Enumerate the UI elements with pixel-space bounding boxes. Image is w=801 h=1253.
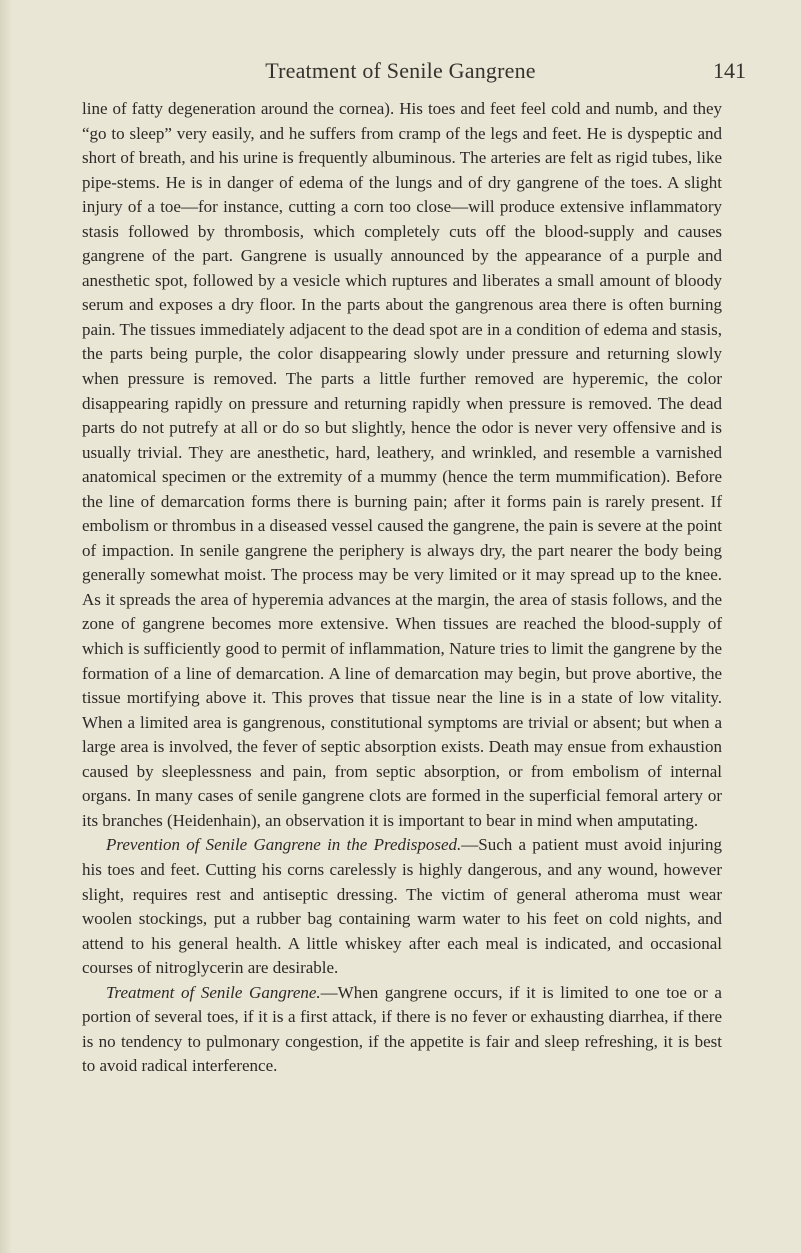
treatment-heading: Treatment of Senile Gangrene. [106,982,321,1002]
page-number: 141 [713,58,746,83]
page-edge-shadow [0,0,12,1253]
prevention-heading: Prevention of Senile Gangrene in the Predisposed. [106,835,462,855]
prevention-text: —Such a patient must avoid injuring his toes and feet. Cutting his corns carelessly is highly dangerous, and any wound, however slight, requires rest and antiseptic dressing. The victim of general atheroma must wear woolen stockings, put a rubber bag containing warm water to his feet on cold nights, and attend to his general health. A little whiskey after each meal is indicated, and occasional courses of nitroglycerin are desirable. [82,835,722,978]
body-text [82,97,722,1079]
paragraph-treatment [82,981,722,1079]
page-header [0,58,801,88]
running-title: Treatment of Senile Gangrene [265,58,536,83]
paragraph-symptoms: line of fatty degeneration around the cornea). His toes and feet feel cold and numb, and they “go to sleep” very easily, and he suffers from cramp of the legs and feet. He is dyspeptic and short of breath, and his urine is frequently albuminous. The arteries are felt as rigid tubes, like pipe-stems. He is in danger of edema of the lungs and of dry gangrene of the toes. A slight injury of a toe—for instance, cutting a corn too close—will produce extensive inflammatory stasis followed by thrombosis, which completely cuts off the blood-supply and causes gangrene of the part. Gangrene is usually announced by the appearance of a purple and anesthetic spot, followed by a vesicle which ruptures and liberates a small amount of bloody serum and exposes a dry floor. In the parts about the gangrenous area there is often burning pain. The tissues immediately adjacent to the dead spot are in a condition of edema and stasis, the parts being purple, the color disappearing slowly under pressure and returning slowly when pressure is removed. The parts a little further removed are hyperemic, the color disappearing rapidly on pressure and returning rapidly when pressure is removed. The dead parts do not putrefy at all or do so but slightly, hence the odor is never very offensive and is usually trivial. They are anesthetic, hard, leathery, and wrinkled, and resemble a varnished anatomical specimen or the extremity of a mummy (hence the term mummification). Before the line of demarcation forms there is burning pain; after it forms pain is rarely present. If embolism or thrombus in a diseased vessel caused the gangrene, the pain is severe at the point of impaction. In senile gangrene the periphery is always dry, the part nearer the body being generally somewhat moist. The process may be very limited or it may spread up to the knee. As it spreads the area of hyperemia advances at the margin, the area of stasis follows, and the zone of gangrene becomes more extensive. When tissues are reached the blood-supply of which is sufficiently good to permit of inflammation, Nature tries to limit the gangrene by the formation of a line of demarcation. A line of demarcation may begin, but prove abortive, the tissue mortifying above it. This proves that tissue near the line is in a state of low vitality. When a limited area is gangrenous, constitutional symptoms are trivial or absent; but when a large area is involved, the fever of septic absorption exists. Death may ensue from exhaustion caused by sleeplessness and pain, from septic absorption, or from embolism of internal organs. In many cases of senile gangrene clots are formed in the superficial femoral artery or its branches (Heidenhain), an observation it is important to bear in mind when amputating. [82,99,722,830]
paragraph-prevention [82,833,722,980]
treatment-text: —When gangrene occurs, if it is limited to one toe or a portion of several toes, if it is a first attack, if there is no fever or exhausting diarrhea, if there is no tendency to pulmonary congestion, if the appetite is fair and sleep refreshing, it is best to avoid radical interference. [82,982,722,1076]
